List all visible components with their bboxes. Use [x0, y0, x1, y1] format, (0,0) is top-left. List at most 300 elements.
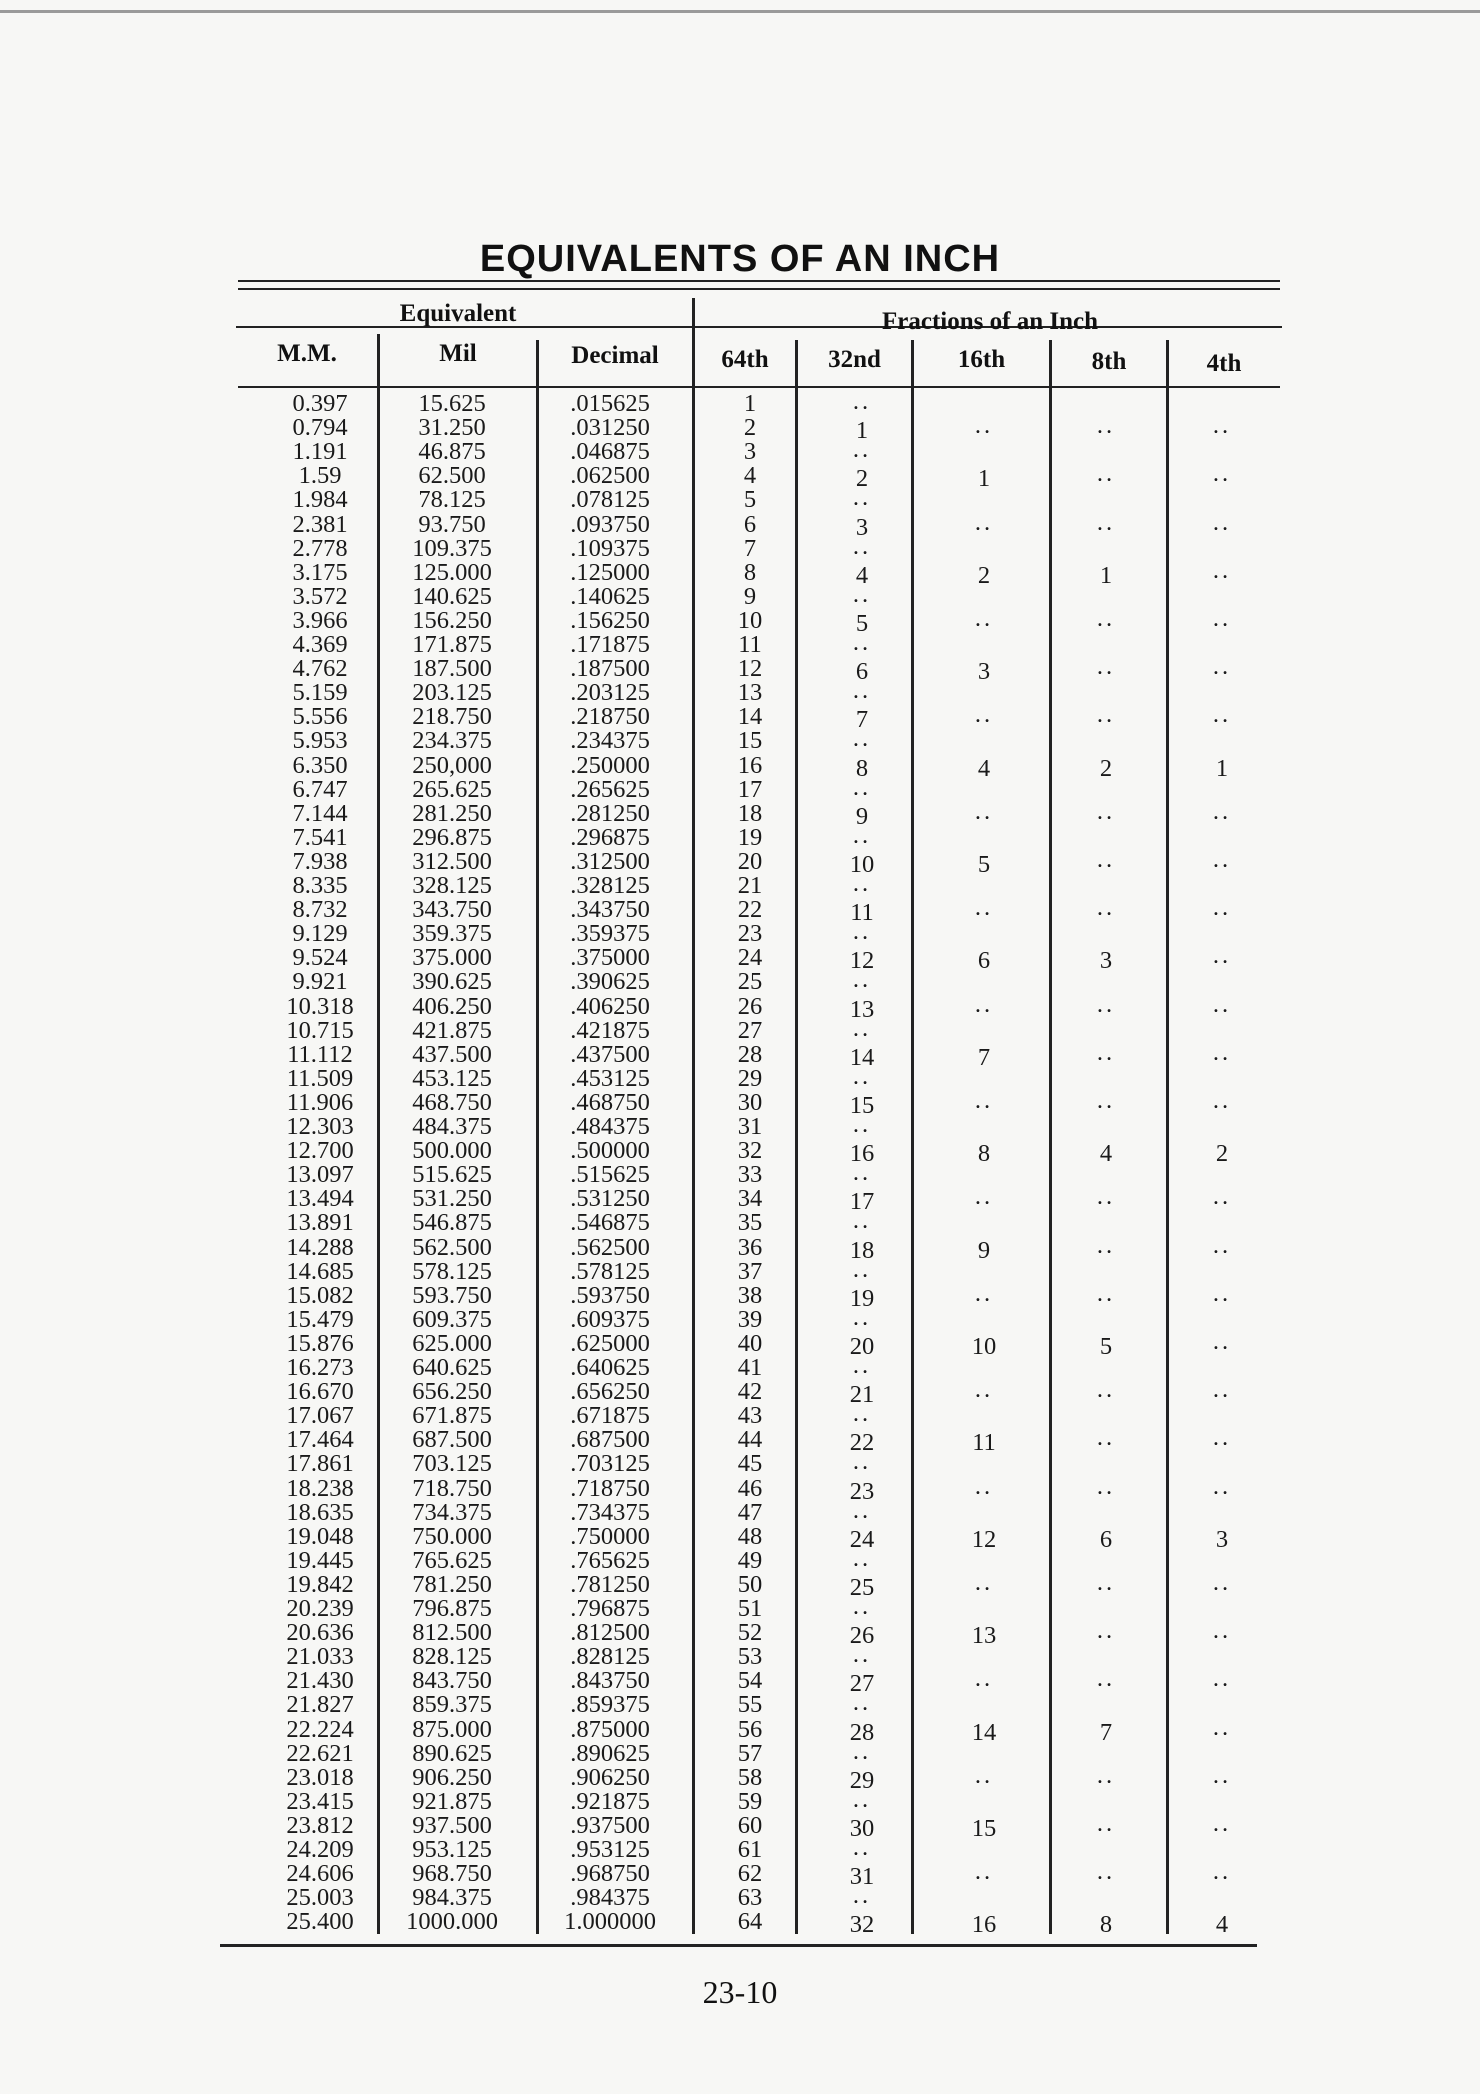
- 64th-cell: 31: [737, 1113, 763, 1140]
- decimal-cell: .828125: [570, 1643, 650, 1671]
- 4th-dots: ..: [1212, 1761, 1232, 1789]
- 4th-dots: ..: [1212, 1568, 1232, 1596]
- 16th-dots: ..: [974, 894, 994, 922]
- 4th-dots: ..: [1212, 1279, 1232, 1307]
- mm-cell: 21.430: [286, 1667, 354, 1695]
- 64th-cell: 35: [737, 1209, 763, 1237]
- 8th-dots: ..: [1096, 460, 1116, 488]
- 64th-cell: 12: [737, 655, 763, 683]
- decimal-cell: .281250: [570, 799, 650, 827]
- mm-cell: 7.144: [292, 799, 348, 827]
- mil-cell: 203.125: [412, 679, 492, 707]
- 8th-dots: ..: [1096, 797, 1116, 825]
- mm-cell: 15.876: [286, 1329, 354, 1357]
- 32nd-dots: ..: [852, 1689, 872, 1717]
- 32nd-dots: ..: [852, 1352, 872, 1379]
- 32nd-cell: 8: [855, 754, 869, 782]
- 16th-dots: ..: [974, 1279, 994, 1307]
- mil-cell: 421.875: [412, 1016, 492, 1044]
- mil-cell: 984.375: [412, 1884, 492, 1912]
- mm-cell: 14.685: [286, 1257, 354, 1285]
- 64th-cell: 13: [737, 679, 763, 707]
- mm-cell: 12.303: [286, 1113, 354, 1140]
- decimal-cell: .781250: [570, 1570, 650, 1598]
- 8th-dots: ..: [1096, 1617, 1116, 1645]
- decimal-cell: .343750: [570, 896, 650, 924]
- mil-cell: 15.625: [418, 390, 486, 417]
- decimal-cell: .328125: [570, 872, 650, 899]
- 32nd-dots: ..: [852, 1207, 872, 1235]
- 32nd-dots: ..: [852, 773, 872, 801]
- mm-cell: 17.067: [286, 1402, 354, 1430]
- decimal-cell: .937500: [570, 1811, 650, 1839]
- decimal-cell: .906250: [570, 1763, 650, 1791]
- decimal-cell: .109375: [570, 534, 650, 562]
- mil-cell: 46.875: [418, 438, 486, 466]
- 64th-cell: 41: [737, 1354, 763, 1381]
- 64th-cell: 53: [737, 1643, 763, 1671]
- 32nd-cell: 23: [849, 1477, 875, 1505]
- 4th-dots: ..: [1212, 1713, 1232, 1741]
- 32nd-dots: ..: [852, 388, 872, 415]
- mm-cell: 20.636: [286, 1619, 354, 1647]
- decimal-cell: .093750: [570, 510, 650, 538]
- mil-cell: 578.125: [412, 1257, 492, 1285]
- 64th-cell: 56: [737, 1715, 763, 1743]
- decimal-cell: .265625: [570, 775, 650, 803]
- mil-cell: 843.750: [412, 1667, 492, 1695]
- 8th-dots: ..: [1096, 604, 1116, 632]
- mm-cell: 13.097: [286, 1161, 354, 1189]
- 32nd-dots: ..: [852, 1496, 872, 1524]
- mil-cell: 406.250: [412, 992, 492, 1020]
- 64th-cell: 28: [737, 1040, 763, 1068]
- 4th-dots: ..: [1212, 797, 1232, 825]
- mm-cell: 11.509: [286, 1064, 354, 1092]
- 16th-cell: 11: [972, 1429, 996, 1457]
- decimal-cell: .562500: [570, 1233, 650, 1261]
- 16th-cell: 9: [977, 1236, 991, 1264]
- decimal-cell: .062500: [570, 462, 650, 490]
- 4th-dots: ..: [1212, 1183, 1232, 1211]
- divider-mm-mil: [377, 334, 380, 1934]
- 64th-cell: 39: [737, 1305, 763, 1333]
- mil-cell: 859.375: [412, 1691, 492, 1719]
- 8th-dots: ..: [1096, 1809, 1116, 1837]
- 64th-cell: 4: [743, 462, 757, 490]
- mm-cell: 22.224: [286, 1715, 354, 1743]
- 4th-dots: ..: [1212, 460, 1232, 488]
- mil-cell: 234.375: [412, 727, 492, 755]
- 64th-cell: 24: [737, 944, 763, 972]
- 64th-cell: 17: [737, 775, 763, 803]
- top-border: [0, 10, 1480, 13]
- mm-cell: 1.59: [298, 462, 342, 490]
- 32nd-cell: 32: [849, 1911, 875, 1939]
- 16th-cell: 10: [971, 1332, 997, 1360]
- title-rule-2: [238, 288, 1280, 290]
- mil-cell: 625.000: [412, 1329, 492, 1357]
- mil-cell: 484.375: [412, 1113, 492, 1140]
- mil-cell: 703.125: [412, 1450, 492, 1478]
- 64th-cell: 33: [737, 1161, 763, 1189]
- decimal-cell: .078125: [570, 486, 650, 514]
- mm-cell: 15.479: [286, 1305, 354, 1333]
- mil-cell: 500.000: [412, 1137, 492, 1165]
- 32nd-cell: 25: [849, 1573, 875, 1601]
- 4th-dots: ..: [1212, 1086, 1232, 1114]
- bottom-rule: [220, 1944, 1257, 1947]
- 4th-dots: ..: [1212, 1231, 1232, 1259]
- 32nd-dots: ..: [852, 1737, 872, 1765]
- 16th-dots: ..: [974, 508, 994, 536]
- 8th-dots: ..: [1096, 1038, 1116, 1066]
- decimal-cell: .156250: [570, 606, 650, 634]
- mm-cell: 17.861: [286, 1450, 354, 1478]
- 16th-dots: ..: [974, 1086, 994, 1114]
- 32nd-dots: ..: [852, 918, 872, 946]
- mil-cell: 718.750: [412, 1474, 492, 1502]
- mm-cell: 16.670: [286, 1378, 354, 1406]
- mm-cell: 4.369: [292, 631, 348, 658]
- divider-64-32: [795, 340, 798, 1934]
- mm-cell: 16.273: [286, 1354, 354, 1381]
- mm-cell: 0.794: [292, 414, 348, 442]
- mil-cell: 156.250: [412, 606, 492, 634]
- 4th-cell: 1: [1215, 754, 1229, 782]
- 32nd-dots: ..: [852, 1400, 872, 1428]
- mil-cell: 968.750: [412, 1860, 492, 1888]
- mil-cell: 812.500: [412, 1619, 492, 1647]
- 32nd-dots: ..: [852, 870, 872, 897]
- 64th-cell: 55: [737, 1691, 763, 1719]
- mil-cell: 875.000: [412, 1715, 492, 1743]
- decimal-cell: .406250: [570, 992, 650, 1020]
- 64th-cell: 1: [743, 390, 757, 417]
- 64th-cell: 61: [737, 1836, 763, 1863]
- decimal-cell: .468750: [570, 1088, 650, 1116]
- 64th-cell: 49: [737, 1546, 763, 1574]
- 16th-dots: ..: [974, 1183, 994, 1211]
- 16th-cell: 8: [977, 1140, 991, 1168]
- 8th-dots: ..: [1096, 1858, 1116, 1886]
- mil-cell: 281.250: [412, 799, 492, 827]
- 32nd-dots: ..: [852, 1062, 872, 1090]
- mm-cell: 14.288: [286, 1233, 354, 1261]
- decimal-cell: .609375: [570, 1305, 650, 1333]
- 64th-cell: 29: [737, 1064, 763, 1092]
- 8th-cell: 1: [1099, 561, 1113, 589]
- 4th-dots: ..: [1212, 1327, 1232, 1355]
- 4th-dots: ..: [1212, 412, 1232, 440]
- 16th-dots: ..: [974, 1761, 994, 1789]
- 64th-cell: 8: [743, 558, 757, 586]
- decimal-cell: .687500: [570, 1426, 650, 1454]
- 8th-cell: 8: [1099, 1911, 1113, 1939]
- decimal-cell: .031250: [570, 414, 650, 442]
- 32nd-cell: 16: [849, 1140, 875, 1168]
- 4th-dots: ..: [1212, 1665, 1232, 1693]
- divider-16-8: [1049, 340, 1052, 1934]
- mm-cell: 2.778: [292, 534, 348, 562]
- 32nd-dots: ..: [852, 1014, 872, 1042]
- 8th-dots: ..: [1096, 1231, 1116, 1259]
- 32nd-dots: ..: [852, 1159, 872, 1187]
- mil-cell: 375.000: [412, 944, 492, 972]
- mm-cell: 21.033: [286, 1643, 354, 1671]
- 4th-dots: ..: [1212, 990, 1232, 1018]
- 32nd-dots: ..: [852, 966, 872, 994]
- 32nd-cell: 2: [855, 465, 869, 493]
- 64th-cell: 54: [737, 1667, 763, 1695]
- 8th-dots: ..: [1096, 1376, 1116, 1404]
- 32nd-dots: ..: [852, 1544, 872, 1572]
- header-equivalent: Equivalent: [399, 300, 517, 327]
- 4th-dots: ..: [1212, 1472, 1232, 1500]
- mm-cell: 5.556: [292, 703, 348, 731]
- header-fractions: Fractions of an Inch: [882, 308, 1098, 335]
- 64th-cell: 5: [743, 486, 757, 514]
- 64th-cell: 43: [737, 1402, 763, 1430]
- decimal-cell: .640625: [570, 1354, 650, 1381]
- header-rule-2: [238, 386, 1280, 388]
- mil-cell: 250,000: [412, 751, 492, 779]
- decimal-cell: .484375: [570, 1113, 650, 1140]
- 32nd-dots: ..: [852, 1834, 872, 1861]
- 4th-dots: ..: [1212, 556, 1232, 584]
- divider-32-16: [911, 340, 914, 1934]
- 4th-dots: ..: [1212, 845, 1232, 873]
- page-number: 23-10: [702, 1974, 778, 2010]
- 32nd-cell: 29: [849, 1766, 875, 1794]
- mil-cell: 531.250: [412, 1185, 492, 1213]
- page-title: EQUIVALENTS OF AN INCH: [479, 238, 1001, 280]
- 8th-dots: ..: [1096, 990, 1116, 1018]
- 8th-cell: 2: [1099, 754, 1113, 782]
- mil-cell: 62.500: [418, 462, 486, 490]
- 16th-dots: ..: [974, 1472, 994, 1500]
- 32nd-dots: ..: [852, 532, 872, 560]
- decimal-cell: .625000: [570, 1329, 650, 1357]
- 32nd-cell: 13: [849, 995, 875, 1023]
- decimal-cell: .359375: [570, 920, 650, 948]
- 8th-dots: ..: [1096, 1665, 1116, 1693]
- 16th-cell: 3: [977, 658, 991, 686]
- mil-cell: 796.875: [412, 1595, 492, 1622]
- 32nd-cell: 5: [855, 609, 869, 637]
- 16th-dots: ..: [974, 412, 994, 440]
- mil-cell: 171.875: [412, 631, 492, 658]
- 8th-dots: ..: [1096, 1086, 1116, 1114]
- 64th-cell: 37: [737, 1257, 763, 1285]
- 16th-cell: 2: [977, 561, 991, 589]
- mil-cell: 140.625: [412, 582, 492, 610]
- 16th-cell: 12: [971, 1525, 997, 1553]
- title-rule-1: [238, 280, 1280, 282]
- decimal-cell: .015625: [570, 390, 650, 417]
- mil-cell: 750.000: [412, 1522, 492, 1550]
- 64th-cell: 14: [737, 703, 763, 731]
- 64th-cell: 60: [737, 1811, 763, 1839]
- mm-cell: 9.524: [292, 944, 348, 972]
- 64th-cell: 62: [737, 1860, 763, 1888]
- mil-cell: 781.250: [412, 1570, 492, 1598]
- 32nd-dots: ..: [852, 1593, 872, 1620]
- decimal-cell: .593750: [570, 1281, 650, 1309]
- 16th-cell: 14: [971, 1718, 997, 1746]
- 8th-cell: 5: [1099, 1332, 1113, 1360]
- 32nd-cell: 14: [849, 1043, 875, 1071]
- mil-cell: 343.750: [412, 896, 492, 924]
- mil-cell: 828.125: [412, 1643, 492, 1671]
- 64th-cell: 34: [737, 1185, 763, 1213]
- 16th-cell: 16: [971, 1911, 997, 1939]
- 4th-dots: ..: [1212, 1858, 1232, 1886]
- 64th-cell: 15: [737, 727, 763, 755]
- decimal-cell: .046875: [570, 438, 650, 466]
- 4th-dots: ..: [1212, 1424, 1232, 1452]
- 64th-cell: 11: [738, 631, 762, 658]
- mil-cell: 78.125: [418, 486, 486, 514]
- header-8th: 8th: [1091, 348, 1127, 375]
- 8th-dots: ..: [1096, 1279, 1116, 1307]
- 16th-dots: ..: [974, 604, 994, 632]
- mm-cell: 23.812: [286, 1811, 354, 1839]
- 16th-cell: 1: [977, 465, 991, 493]
- 32nd-cell: 19: [849, 1284, 875, 1312]
- header-16th: 16th: [957, 346, 1006, 373]
- mil-cell: 437.500: [412, 1040, 492, 1068]
- 16th-dots: ..: [974, 1665, 994, 1693]
- mil-cell: 921.875: [412, 1787, 492, 1815]
- 8th-cell: 4: [1099, 1140, 1113, 1168]
- 32nd-dots: ..: [852, 484, 872, 512]
- 32nd-dots: ..: [852, 1448, 872, 1476]
- mm-cell: 9.129: [292, 920, 348, 948]
- 64th-cell: 30: [737, 1088, 763, 1116]
- 8th-dots: ..: [1096, 1424, 1116, 1452]
- header-4th: 4th: [1206, 350, 1242, 377]
- 4th-cell: 4: [1215, 1911, 1229, 1939]
- 32nd-cell: 9: [855, 802, 869, 830]
- 32nd-dots: ..: [852, 677, 872, 705]
- decimal-cell: .546875: [570, 1209, 650, 1237]
- mm-cell: 8.732: [292, 896, 348, 924]
- 64th-cell: 59: [737, 1787, 763, 1815]
- mm-cell: 11.112: [287, 1040, 353, 1068]
- mil-cell: 125.000: [412, 558, 492, 586]
- 8th-cell: 6: [1099, 1525, 1113, 1553]
- mm-cell: 15.082: [286, 1281, 354, 1309]
- decimal-cell: .453125: [570, 1064, 650, 1092]
- mm-cell: 19.445: [286, 1546, 354, 1574]
- 32nd-cell: 20: [849, 1332, 875, 1360]
- decimal-cell: .187500: [570, 655, 650, 683]
- 64th-cell: 7: [743, 534, 757, 562]
- decimal-cell: .890625: [570, 1739, 650, 1767]
- 16th-dots: ..: [974, 1568, 994, 1596]
- 32nd-cell: 10: [849, 850, 875, 878]
- mil-cell: 640.625: [412, 1354, 492, 1381]
- 64th-cell: 44: [737, 1426, 763, 1454]
- 32nd-dots: ..: [852, 1303, 872, 1331]
- mil-cell: 765.625: [412, 1546, 492, 1574]
- mm-cell: 5.159: [292, 679, 348, 707]
- mil-cell: 265.625: [412, 775, 492, 803]
- 16th-cell: 15: [971, 1814, 997, 1842]
- 64th-cell: 19: [737, 823, 763, 851]
- 64th-cell: 22: [737, 896, 763, 924]
- 16th-dots: ..: [974, 797, 994, 825]
- 32nd-dots: ..: [852, 1111, 872, 1138]
- mil-cell: 593.750: [412, 1281, 492, 1309]
- 32nd-cell: 21: [849, 1381, 875, 1409]
- mm-cell: 18.238: [286, 1474, 354, 1502]
- decimal-cell: .578125: [570, 1257, 650, 1285]
- 32nd-cell: 17: [849, 1188, 875, 1216]
- 32nd-dots: ..: [852, 436, 872, 464]
- mm-cell: 18.635: [286, 1498, 354, 1526]
- decimal-cell: .390625: [570, 968, 650, 996]
- decimal-cell: .671875: [570, 1402, 650, 1430]
- 4th-dots: ..: [1212, 653, 1232, 681]
- 8th-dots: ..: [1096, 412, 1116, 440]
- 32nd-cell: 31: [849, 1863, 875, 1891]
- mil-cell: 468.750: [412, 1088, 492, 1116]
- 64th-cell: 50: [737, 1570, 763, 1598]
- 16th-dots: ..: [974, 701, 994, 729]
- mm-cell: 12.700: [286, 1137, 354, 1165]
- 16th-cell: 7: [977, 1043, 991, 1071]
- 32nd-dots: ..: [852, 1641, 872, 1669]
- 64th-cell: 47: [737, 1498, 763, 1526]
- 64th-cell: 38: [737, 1281, 763, 1309]
- 16th-cell: 4: [977, 754, 991, 782]
- 64th-cell: 16: [737, 751, 763, 779]
- 16th-cell: 5: [977, 850, 991, 878]
- decimal-cell: .921875: [570, 1787, 650, 1815]
- decimal-cell: .812500: [570, 1619, 650, 1647]
- header-mil: Mil: [439, 340, 477, 367]
- 64th-cell: 10: [737, 606, 763, 634]
- 32nd-dots: ..: [852, 1882, 872, 1910]
- 8th-dots: ..: [1096, 1761, 1116, 1789]
- mil-cell: 390.625: [412, 968, 492, 996]
- decimal-cell: .234375: [570, 727, 650, 755]
- 4th-cell: 3: [1215, 1525, 1229, 1553]
- mm-cell: 3.572: [292, 582, 348, 610]
- mm-cell: 2.381: [292, 510, 348, 538]
- mm-cell: 13.494: [286, 1185, 354, 1213]
- 32nd-cell: 4: [855, 561, 869, 589]
- mm-cell: 13.891: [286, 1209, 354, 1237]
- 32nd-cell: 30: [849, 1814, 875, 1842]
- header-decimal: Decimal: [571, 342, 659, 369]
- mm-cell: 9.921: [292, 968, 348, 996]
- 4th-dots: ..: [1212, 1809, 1232, 1837]
- mil-cell: 93.750: [418, 510, 486, 538]
- decimal-cell: .296875: [570, 823, 650, 851]
- mm-cell: 20.239: [286, 1595, 354, 1622]
- mil-cell: 687.500: [412, 1426, 492, 1454]
- 32nd-cell: 27: [849, 1670, 875, 1698]
- mm-cell: 19.842: [286, 1570, 354, 1598]
- decimal-cell: .171875: [570, 631, 650, 658]
- mm-cell: 24.606: [286, 1860, 354, 1888]
- 64th-cell: 26: [737, 992, 763, 1020]
- mil-cell: 515.625: [412, 1161, 492, 1189]
- 32nd-cell: 12: [849, 947, 875, 975]
